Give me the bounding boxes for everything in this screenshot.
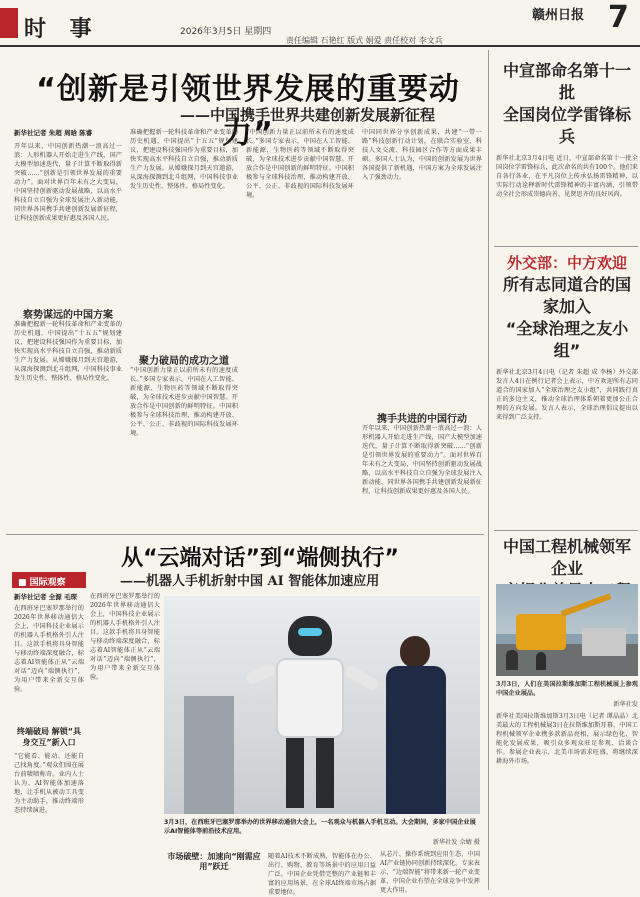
- robot-photo: [164, 596, 480, 814]
- robot-leg-right: [316, 738, 334, 808]
- lead-body-col2: 准确把握新一轮科技革命和产业变革的历史机遇，中国提出“十五五”规划建议，把建设科技强国作为重要目标，加快实现高水平科技自立自强，推动新质生产力发展。从嫦娥探月到天宫遨游，从深海探测到北斗组网，中国科技事业发生历史性、整体性、格局性变化。: [130, 129, 238, 190]
- header-rule: [0, 45, 640, 47]
- section-marker: [0, 8, 18, 38]
- person-silhouette: [506, 650, 518, 670]
- sidebar-story-3-body: 新华社美国拉斯维加斯3月3日电（记者 谭晶晶）北美最大的工程机械展3日在拉斯维加斯开幕，中国工程机械领军企业携多款新品亮相，展示绿色化、智能化发展成果，吸引众多观众驻足参观、洽谈合作。参展企业表示，北美市场需求旺盛，将继续深耕海外市场。: [496, 713, 638, 765]
- machinery-photo: [496, 584, 638, 676]
- robotics-body-col2: 在西班牙巴塞罗那举行的2026年世界移动通信大会上，中国科技企业展示的机器人手机格外引人注目。这款手机将具身智能与移动终端深度融合，标志着AI智能体正从“云端对话”迈向“端侧执行”，为用户带来全新交互体验。: [90, 593, 160, 681]
- section-divider: [6, 534, 484, 535]
- lead-subhead-1: 察势谋远的中国方案: [23, 310, 113, 321]
- issue-date: 2026年3月5日 星期四: [180, 27, 272, 37]
- newspaper-brand: 赣州日报: [532, 8, 585, 23]
- robotics-subhead-2: 市场破壁：加速向“刚需应用”跃迁: [167, 852, 261, 871]
- lead-body-col2b: “中国创新力量正以前所未有的速度成长。”多国专家表示，中国在人工智能、新能源、生物医药等领域不断取得突破，为全球技术进步贡献中国智慧。开放合作是中国创新的鲜明特征。中国积极参与全球科技治理，推动构建开放、公平、公正、非歧视的国际科技发展环境。: [130, 367, 238, 437]
- column-divider: [488, 50, 489, 890]
- sidebar-story-2-body: 新华社北京3月4日电（记者 朱超 成 李杨）外交部发言人4日在例行记者会上表示，中方欢迎所有志同道合的国家加入“全球治理之友小组”，共同践行真正的多边主义，推动全球治理体系朝着更加公正合理的方向发展。发言人表示，全球治理倡议提出以来得到广泛支持。: [496, 369, 638, 421]
- robot-photo-caption: 3月3日，在西班牙巴塞罗那举办的世界移动通信大会上，一名观众与机器人手机互动。大会期间，多家中国企业展示AI智能体等前沿技术应用。: [164, 819, 476, 835]
- machinery-credit: 新华社发: [613, 701, 638, 708]
- excavator-body: [516, 614, 566, 650]
- robotics-body-col1b: “它能看、能动、还能自己找角度。”观众们围在展台前啧啧称奇。业内人士认为，AI智能体加速落地，让手机从被动工具变为主动助手，推动终端形态持续演进。: [14, 753, 84, 814]
- editor-credits: 责任编辑 石艳红 版式 娟爱 责任校对 李文兵: [286, 36, 443, 45]
- lead-headline: “创新是引领世界发展的重要动力”: [36, 72, 460, 151]
- lead-body-col3: “中国创新力量正以前所未有的速度成长。”多国专家表示，中国在人工智能、新能源、生物医药等领域不断取得突破，为全球技术进步贡献中国智慧。开放合作是中国创新的鲜明特征。中国积极参与全球科技治理，推动构建开放、公平、公正、非歧视的国际科技发展环境。: [246, 129, 354, 199]
- sidebar-divider-1: [494, 246, 638, 247]
- robotics-byline: 新华社记者 全源 毛琛: [14, 593, 78, 601]
- page-header: [0, 0, 640, 46]
- section-title: 时 事: [24, 16, 100, 42]
- sidebar-story-1-title-1: 中宣部命名第十一批: [502, 61, 631, 102]
- sidebar-story-1-title-2: 全国岗位学雷锋标兵: [502, 105, 631, 146]
- sidebar-story-1-body: 新华社北京3月4日电 近日，中宣部命名第十一批全国岗位学雷锋标兵，此次命名的共有100个。他们来自各行各业，在平凡岗位上传承弘扬雷锋精神，以实际行动诠释新时代雷锋精神的丰富内涵，引领带动全社会形成崇德向善、见贤思齐的良好风尚。: [496, 155, 638, 198]
- lead-byline: 新华社记者 朱超 周晗 陈睿: [14, 129, 93, 137]
- robot-torso: [276, 658, 344, 738]
- robot-visor: [298, 628, 322, 636]
- background-display: [184, 696, 234, 814]
- international-tag: ■ 国际观察: [12, 572, 86, 588]
- lead-body-col4b: 开年以来，中国创新热潮一浪高过一浪：人形机器人开始走进生产线，国产大模型加速迭代，量子计算不断取得新突破……“创新是引领世界发展的重要动力”。面对世界百年未有之大变局，中国坚持创新驱动发展战略，以高水平科技自立自强为全球发展注入新动能，同世界各国携手共建创新发展新征程，让科技创新成果更好惠及各国人民。: [362, 425, 482, 495]
- sidebar-story-2: [496, 252, 638, 554]
- lead-body-col1: 开年以来，中国创新热潮一浪高过一浪：人形机器人开始走进生产线，国产大模型加速迭代，量子计算不断取得新突破……“创新是引领世界发展的重要动力”。面对世界百年未有之大变局，中国坚持创新驱动发展战略，以高水平科技自立自强为全球发展注入新动能，同世界各国携手共建创新发展新征程，让科技创新成果更好惠及各国人民。: [14, 143, 122, 222]
- page-number: 7: [608, 0, 629, 35]
- sidebar-story-2-title-1: 所有志同道合的国家加入: [502, 275, 631, 316]
- international-tag-label: 国际观察: [29, 578, 66, 588]
- lead-body-col1b: 准确把握新一轮科技革命和产业变革的历史机遇，中国提出“十五五”规划建议，把建设科技强国作为重要目标，加快实现高水平科技自立自强，推动新质生产力发展。从嫦娥探月到天宫遨游，从深海探测到北斗组网，中国科技事业发生历史性、整体性、格局性变化。: [14, 321, 122, 382]
- sidebar-story-3-title-1: 中国工程机械领军企业: [502, 537, 631, 578]
- sidebar-story-2-title-2: “全球治理之友小组”: [505, 319, 629, 360]
- booth-structure: [582, 628, 626, 656]
- lead-body-col4: 中国同世界分享创新成果，共建“一带一路”科技创新行动计划，在联合实验室、科技人文交流、科技园区合作等方面成果丰硕。多国人士认为，中国的创新发展为世界各国提供了新机遇，中国方案为全球发展注入了强劲动力。: [362, 129, 482, 181]
- robot-head: [288, 616, 332, 656]
- robotics-body-col1: 在西班牙巴塞罗那举行的2026年世界移动通信大会上，中国科技企业展示的机器人手机格外引人注目。这款手机将具身智能与移动终端深度融合，标志着AI智能体正从“云端对话”迈向“端侧执行”，为用户带来全新交互体验。: [14, 605, 84, 693]
- robotics-headline: 从“云端对话”到“端侧执行”: [121, 546, 399, 571]
- machinery-caption: 3月3日，人们在美国拉斯维加斯工程机械展上参观中国企业展品。: [496, 681, 638, 697]
- robotics-subheadline: ——机器人手机折射中国 AI 智能体加速应用: [120, 574, 380, 589]
- robotics-subhead-1: 终端破局 解锁“具身交互”新入口: [16, 727, 82, 747]
- robotics-body-col3: 随着AI技术不断成熟，智能体在办公、出行、购物、教育等场景中的应用日益广泛。中国企业凭借完整的产业链和丰富的应用场景，在全球AI终端市场占据重要地位。: [268, 853, 376, 896]
- lead-subhead-2: 聚力破局的成功之道: [139, 356, 229, 367]
- lead-subhead-3: 携手共进的中国行动: [377, 414, 467, 425]
- robotics-body-col4: 从芯片、操作系统到应用生态，中国AI产业链协同创新持续深化。专家表示，“边端智能”将带来新一轮产业变革，中国企业有望在全球竞争中发挥更大作用。: [380, 851, 480, 894]
- sidebar-story-2-kicker: 外交部：中方欢迎: [506, 254, 627, 272]
- person-silhouette: [536, 652, 546, 670]
- visitor-head: [400, 636, 430, 668]
- robot-photo-credit: 新华社发 佘婧 摄: [432, 839, 480, 846]
- sidebar-divider-2: [494, 530, 638, 531]
- visitor-body: [386, 666, 446, 814]
- robot-leg-left: [286, 738, 304, 808]
- lead-subheadline: ——中国携手世界共建创新发展新征程: [180, 106, 436, 124]
